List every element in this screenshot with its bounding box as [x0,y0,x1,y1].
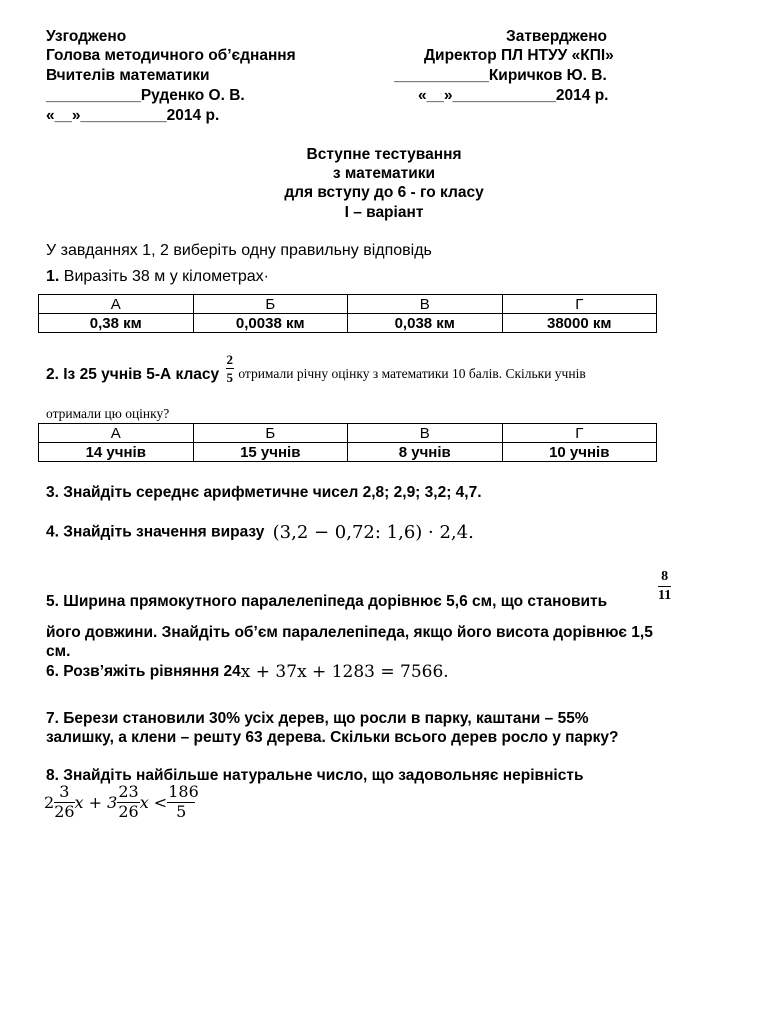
table-header-cell: В [348,295,503,314]
table-header-cell: А [39,295,194,314]
mixed-number-whole: 2 [44,792,55,812]
fraction-numerator: 186 [168,782,199,801]
task-4 [46,522,474,543]
inequality-fraction-2 [117,784,139,821]
fraction-numerator: 8 [658,570,671,587]
task-4-expression: (3,2 − 0,72: 1,6) · 2,4. [272,522,474,543]
approval-right-position: Директор ПЛ НТУУ «КПІ» [424,47,614,64]
task-3-number: 3. [46,484,59,501]
approval-left-date: «__»__________2014 р. [46,107,220,124]
task-2-fraction [226,353,235,384]
task-8-inequality [44,782,199,821]
approval-left-signature: ___________Руденко О. В. [46,87,245,104]
answer-cell: 15 учнів [193,443,348,462]
task-2 [46,352,586,384]
task-6 [46,662,449,682]
table-header-cell: В [348,424,503,443]
approval-left-heading: Узгоджено [46,28,127,45]
table-header-cell: Б [193,424,348,443]
task-8-number: 8. [46,767,59,784]
task-6-text: Розв’яжіть рівняння 24 [63,663,241,680]
task-5-line-3: см. [46,643,71,660]
task-3 [46,484,482,502]
answer-cell: 8 учнів [348,443,503,462]
task-1 [46,268,269,286]
answer-cell: 0,38 км [39,314,194,333]
approval-left-position: Голова методичного об’єднання [46,47,296,64]
answer-cell: 0,0038 км [193,314,348,333]
task-7-number: 7. [46,710,59,727]
task-3-text: Знайдіть середнє арифметичне чисел 2,8; 2,9; 3,2; 4,7. [63,484,482,501]
task-7-line-1: Берези становили 30% усіх дерев, що росли в парку, каштани – 55% [63,710,589,727]
answer-cell: 0,038 км [348,314,503,333]
table-header-cell: А [39,424,194,443]
task-8-text: Знайдіть найбільше натуральне число, що задовольняє нерівність [63,767,584,784]
task-2-text-line-2: отримали цю оцінку? [46,406,170,421]
inequality-fraction-3 [167,782,199,821]
task-5-number: 5. [46,593,59,610]
task-2-number: 2. [46,366,59,383]
fraction-numerator: 2 [226,351,233,367]
task-5-line-2: його довжини. Знайдіть об’єм паралелепіпеда, якщо його висота дорівнює 1,5 [46,624,653,641]
title-line-2: з математики [332,165,436,182]
approval-right-signature: ___________Киричков Ю. В. [394,67,607,84]
title-line-1: Вступне тестування [306,146,462,163]
fraction-denominator: 11 [658,588,672,603]
answer-cell: 10 учнів [502,443,657,462]
task-2-text-after: отримали річну оцінку з математики 10 балів. Скільки учнів [238,366,586,381]
table-header-row [39,295,657,314]
task-4-text: Знайдіть значення виразу [63,523,265,541]
task-7 [46,710,589,728]
answer-cell: 38000 км [502,314,657,333]
table-header-cell: Г [502,295,657,314]
task-1-number: 1. [46,268,60,285]
approval-left-department: Вчителів математики [46,67,210,84]
answer-cell: 14 учнів [39,443,194,462]
fraction-denominator: 26 [118,801,139,821]
approval-right-heading: Затверджено [506,28,608,45]
table-row [39,314,657,333]
fraction-numerator: 23 [118,782,139,801]
inequality-term: x + 3 [74,792,118,812]
title-line-3: для вступу до 6 - го класу [284,184,484,201]
table-row [39,443,657,462]
fraction-denominator: 26 [54,801,75,821]
task-1-answer-table [38,294,657,333]
task-5 [46,593,607,611]
table-header-cell: Б [193,295,348,314]
task-7-line-2: залишку, а клени – решту 63 дерева. Скільки всього дерев росло у парку? [46,729,619,746]
fraction-denominator: 5 [176,801,187,821]
task-4-number: 4. [46,523,59,541]
title-variant: І – варіант [344,204,424,221]
approval-right-date: «__»____________2014 р. [418,87,609,104]
table-header-cell: Г [502,424,657,443]
task-2-text-before: Із 25 учнів 5-А класу [63,366,220,383]
fraction-numerator: 3 [54,784,74,803]
task-5-text: Ширина прямокутного паралелепіпеда дорівнює 5,6 см, що становить [63,593,608,610]
inequality-fraction-1 [54,784,74,821]
inequality-term: x < [139,792,168,812]
instruction-text: У завданнях 1, 2 виберіть одну правильну відповідь [46,242,432,259]
table-header-row [39,424,657,443]
task-5-fraction [658,570,671,603]
fraction-denominator: 5 [226,369,233,385]
task-1-text: Виразіть 38 м у кілометрах· [63,268,269,285]
task-2-answer-table [38,423,657,462]
task-6-number: 6. [46,663,59,680]
task-6-expression: x + 37x + 1283 = 7566. [240,662,449,682]
